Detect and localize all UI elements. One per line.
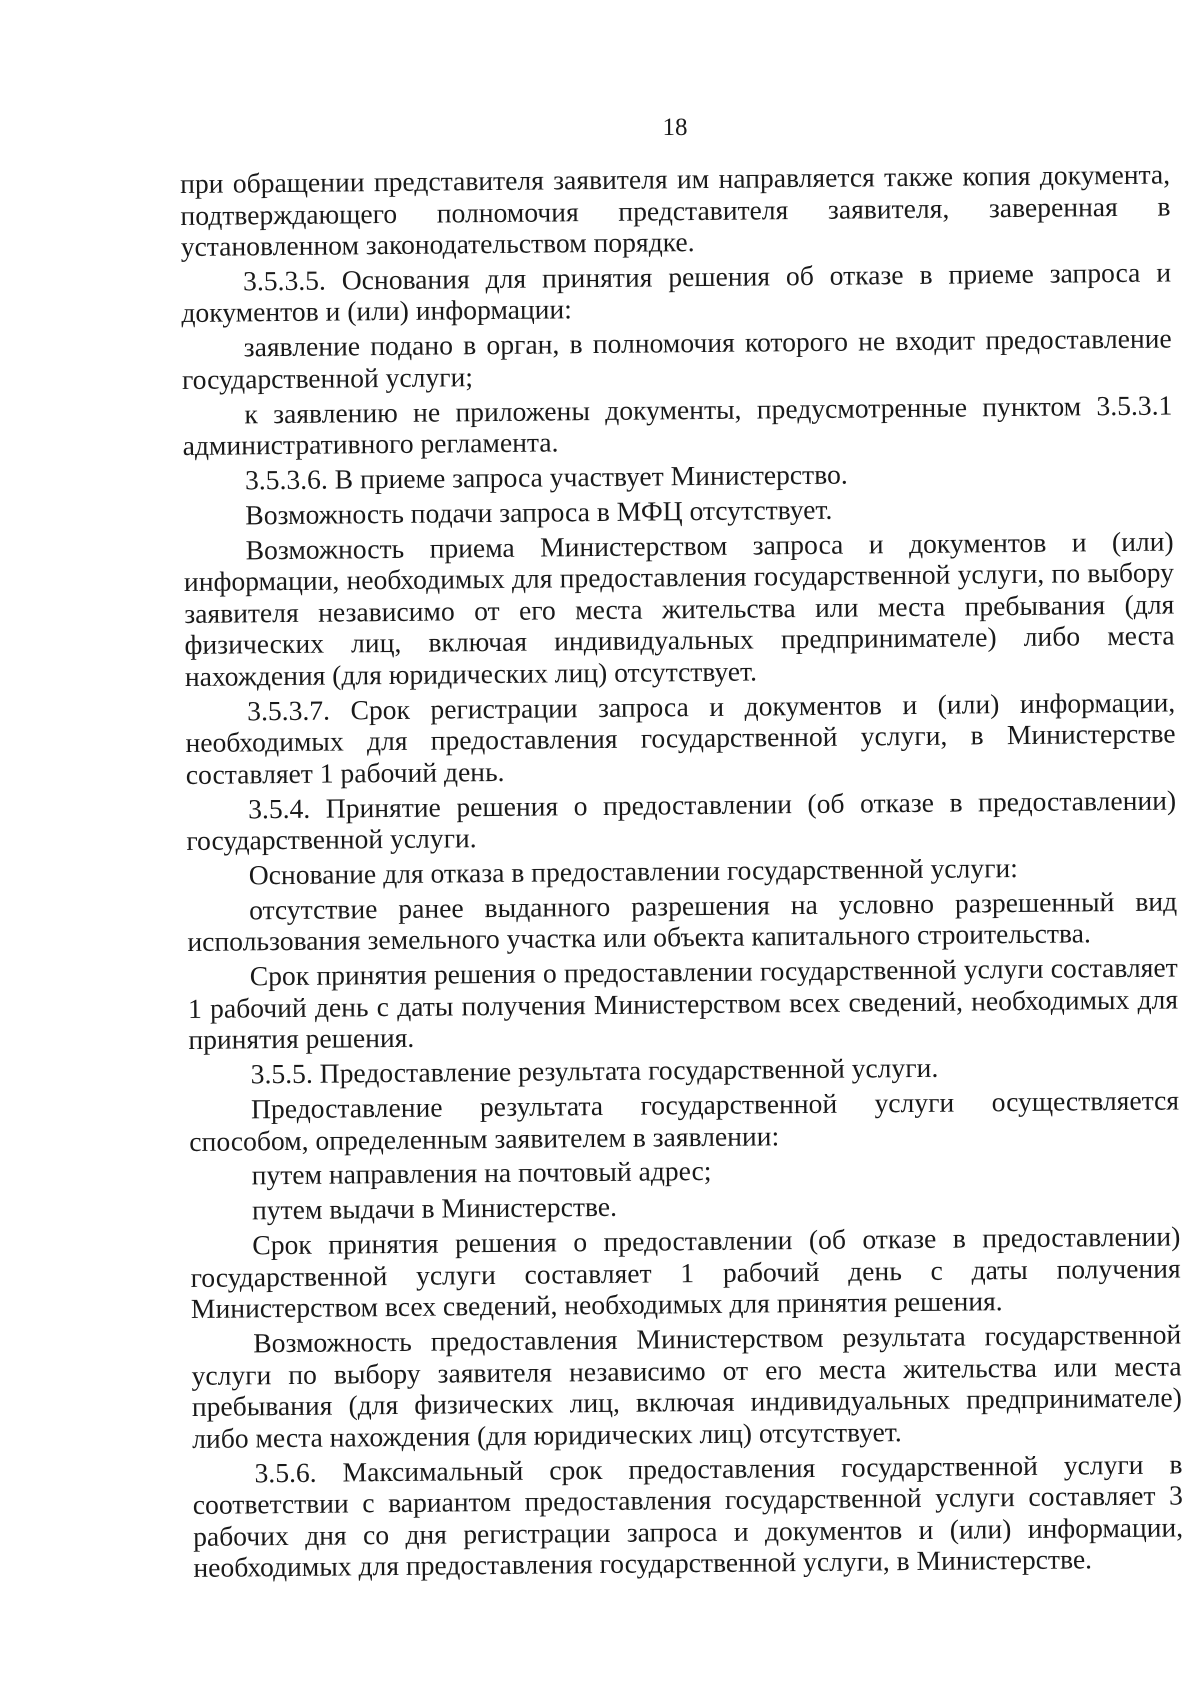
paragraph-result-delivery: Предоставление результата государственной услуги осуществляется способом, определенным заявителем в заявлении: (189, 1084, 1180, 1157)
page-number: 18 (662, 114, 688, 141)
paragraph-delivery-ministry: путем выдачи в Министерстве. (251, 1191, 618, 1226)
paragraph-result-extraterritorial: Возможность предоставления Министерством результата государственной услуги по выбору заявителя независимо от его места жительства или места пребывания (для физических лиц, включая индивидуальных предпринимателе) либо места нахождения (для юридических лиц) отсутствует. (191, 1318, 1182, 1454)
paragraph-3-5-3-5: 3.5.3.5. Основания для принятия решения об отказе в приеме запроса и документов и (или) информации: (181, 256, 1172, 329)
paragraph-decision-term-2: Срок принятия решения о предоставлении (об отказе в предоставлении) государственной услуги составляет 1 рабочий день с даты получения Министерством всех сведений, необходимых для принятия решения. (190, 1220, 1181, 1325)
paragraph-3-5-5: 3.5.5. Предоставление результата государственной услуги. (250, 1051, 939, 1090)
paragraph-delivery-mail: путем направления на почтовый адрес; (251, 1155, 712, 1191)
paragraph-extraterritorial: Возможность приема Министерством запроса и документов и (или) информации, необходимых для предоставления государственной услуги, по выбору заявителя независимо от его места жительства или места пребывания (для физических лиц, включая индивидуальных предпринимателе) либо места нахождения (для юридических лиц) отсутствует. (183, 525, 1175, 692)
paragraph-refusal-ground-2: к заявлению не приложены документы, предусмотренные пунктом 3.5.3.1 административного регламента. (182, 389, 1173, 462)
paragraph-refusal-ground-1: заявление подано в орган, в полномочия которого не входит предоставление государственной услуги; (181, 322, 1172, 395)
paragraph-3-5-6: 3.5.6. Максимальный срок предоставления государственной услуги в соответствии с вариантом предоставления государственной услуги составляет 3 рабочих дня со дня регистрации запроса и документов и (или) информации, необходимых для предоставления государственной услуги, в Министерстве. (192, 1447, 1184, 1583)
document-body (180, 158, 1184, 1586)
paragraph-3-5-3-6: 3.5.3.6. В приеме запроса участвует Министерство. (244, 458, 848, 496)
paragraph-decision-term: Срок принятия решения о предоставлении государственной услуги составляет 1 рабочий день с даты получения Министерством всех сведений, необходимых для принятия решения. (187, 951, 1179, 1056)
paragraph-3-5-4: 3.5.4. Принятие решения о предоставлении (об отказе в предоставлении) государственной услуги. (186, 784, 1177, 857)
paragraph-refusal-basis: отсутствие ранее выданного разрешения на условно разрешенный вид использования земельного участка или объекта капитального строительства. (187, 885, 1178, 958)
paragraph-continuation: при обращении представителя заявителя им направляется также копия документа, подтверждающего полномочия представителя заявителя, заверенная в установленном законодательством порядке. (180, 158, 1171, 262)
paragraph-3-5-3-7: 3.5.3.7. Срок регистрации запроса и документов и (или) информации, необходимых для предоставления государственной услуги, в Министерстве составляет 1 рабочий день. (185, 686, 1176, 790)
paragraph-refusal-basis-heading: Основание для отказа в предоставлении государственной услуги: (248, 852, 1019, 891)
paragraph-mfc: Возможность подачи запроса в МФЦ отсутствует. (245, 493, 833, 531)
